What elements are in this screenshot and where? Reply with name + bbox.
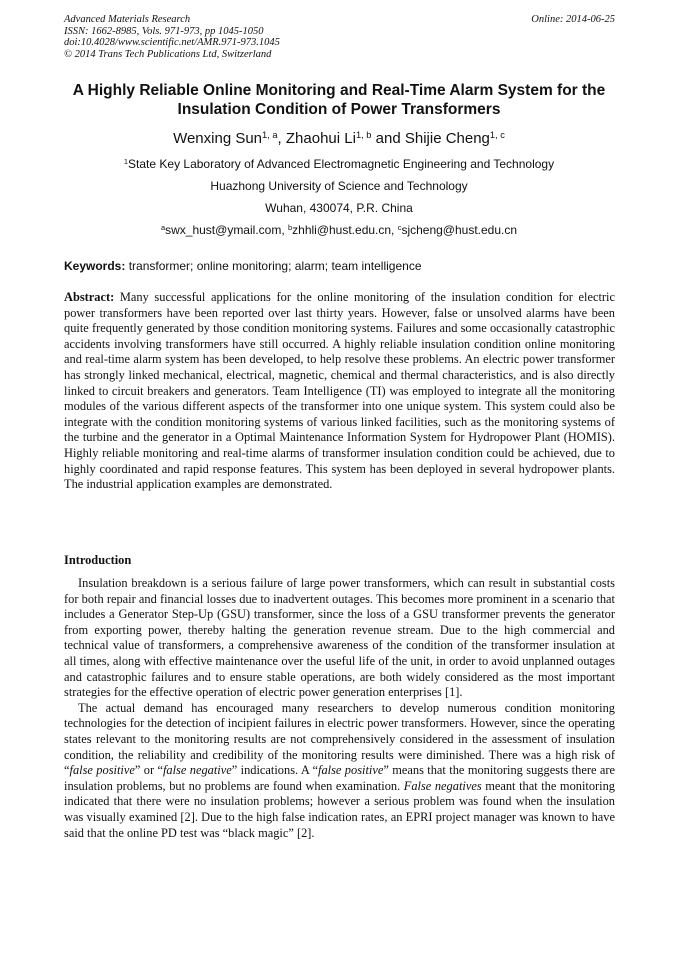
author-separator: , <box>277 130 286 147</box>
abstract-text: Many successful applications for the online monitoring of the insulation condition for electric power transformers have been reported over last thirty years. However, false or unsolved alarms have been quite frequently generated by those condition monitoring systems. Failures and some occasionally catastrophic accidents involving transformers have still occurred. A highly reliable insulation condition online monitoring and real-time alarm system has been developed, to help resolve these problems. An electric power transformer has strongly linked mechanical, electrical, magnetic, chemical and thermal characteristics, and is also directly linked to circuit breakers and generators. Team Intelligence (TI) was employed to integrate all the monitoring modules of the various different aspects of the transformer into one unique system. This system could also be integrate with the condition monitoring systems of various linked facilities, such as the monitoring systems of the turbine and the generator in a Optimal Maintenance Information System for Hydropower Plant (HOMIS). Highly reliable monitoring and real-time alarms of transformer insulation condition could be achieved, due to highly coordinated and rapid response features. This system has been deployed in several hydropower plants. The industrial application examples are demonstrated. <box>64 290 615 492</box>
paper-title: A Highly Reliable Online Monitoring and Real-Time Alarm System for the Insulation Condition of Power Transformers <box>72 82 606 118</box>
doi-line: doi:10.4028/www.scientific.net/AMR.971-973.1045 <box>64 37 280 48</box>
email-line <box>0 223 678 237</box>
email-address: zhhli@hust.edu.cn, <box>292 223 398 237</box>
section-heading: Introduction <box>64 553 132 567</box>
paragraph: Insulation breakdown is a serious failure of large power transformers, which can result in substantial costs for both repair and financial losses due to inadvertent outages. This becomes more prominent in a scenario that includes a Generator Step-Up (GSU) transformer, since the loss of a GSU transformer prevents the generator from exporting power, thereby halting the generation revenue stream. Due to the high commercial and technical value of transformers, a comprehensive awareness of the condition of the transformer insulation at all times, along with effective maintenance over the useful life of the unit, in order to avoid unplanned outages and catastrophic failures and to ensure stable operations, are both widely considered as the most important strategies for the effective operation of electric power generation enterprises [1]. <box>64 576 615 700</box>
emphasis: false negative <box>162 763 232 778</box>
affiliation-line: Wuhan, 430074, P.R. China <box>265 201 413 215</box>
affiliation-line <box>0 157 678 171</box>
abstract-label: Abstract: <box>64 290 115 304</box>
author-line <box>0 130 678 147</box>
keywords-text: transformer; online monitoring; alarm; team intelligence <box>125 259 422 273</box>
emphasis: False negatives <box>403 778 482 793</box>
abstract <box>64 290 615 493</box>
email-address: swx_hust@ymail.com, <box>165 223 288 237</box>
introduction-body <box>64 576 615 841</box>
paragraph-text: ” or “ <box>134 763 163 778</box>
paragraph <box>64 701 615 841</box>
author-sup: 1, c <box>489 129 505 140</box>
online-date: Online: 2014-06-25 <box>531 14 615 25</box>
email-address: sjcheng@hust.edu.cn <box>401 223 518 237</box>
keywords-label: Keywords: <box>64 259 126 273</box>
author-sup: 1, b <box>355 129 372 140</box>
paragraph-text: meant that the monitoring indicated that there were no insulation problems; however a serious problem was found when the insulation was visually examined [2]. Due to the high false indication rates, an EPRI project manager was known to have said that the online PD test was “black magic” [2]. <box>64 778 615 840</box>
copyright-line: © 2014 Trans Tech Publications Ltd, Switzerland <box>64 48 272 60</box>
journal-name: Advanced Materials Research <box>64 14 191 25</box>
author-separator: and <box>371 130 405 147</box>
emphasis: false positive <box>69 763 135 778</box>
email-sup: b <box>288 222 293 232</box>
affiliation-line: Huazhong University of Science and Technology <box>210 179 468 193</box>
affiliation-sup: 1 <box>123 156 129 166</box>
author-sup: 1, a <box>262 129 278 140</box>
email-sup: a <box>160 222 166 232</box>
affiliation-text: State Key Laboratory of Advanced Electromagnetic Engineering and Technology <box>128 157 555 171</box>
paragraph-text: The actual demand has encouraged many researchers to develop numerous condition monitoring technologies for the detection of incipient failures in electric power transformers. However, since the operating states relevant to the monitoring results are not comprehensively considered in the assessment of insulation condition, the reliability and credibility of the monitoring results were diminished. There was a high risk of “ <box>64 700 615 778</box>
issn-line: ISSN: 1662-8985, Vols. 971-973, pp 1045-1050 <box>64 25 264 37</box>
paragraph-text: ” means that the monitoring suggests there are insulation problems, but no problems are found when examination. <box>64 763 615 793</box>
paragraph-text: ” indications. A “ <box>231 763 318 778</box>
journal-header <box>64 14 615 60</box>
author-name: Wenxing Sun <box>173 130 263 147</box>
author-name: Shijie Cheng <box>404 130 490 147</box>
email-sup: c <box>397 222 402 232</box>
author-name: Zhaohui Li <box>285 130 356 147</box>
keywords <box>64 259 615 273</box>
emphasis: false positive <box>318 763 384 778</box>
